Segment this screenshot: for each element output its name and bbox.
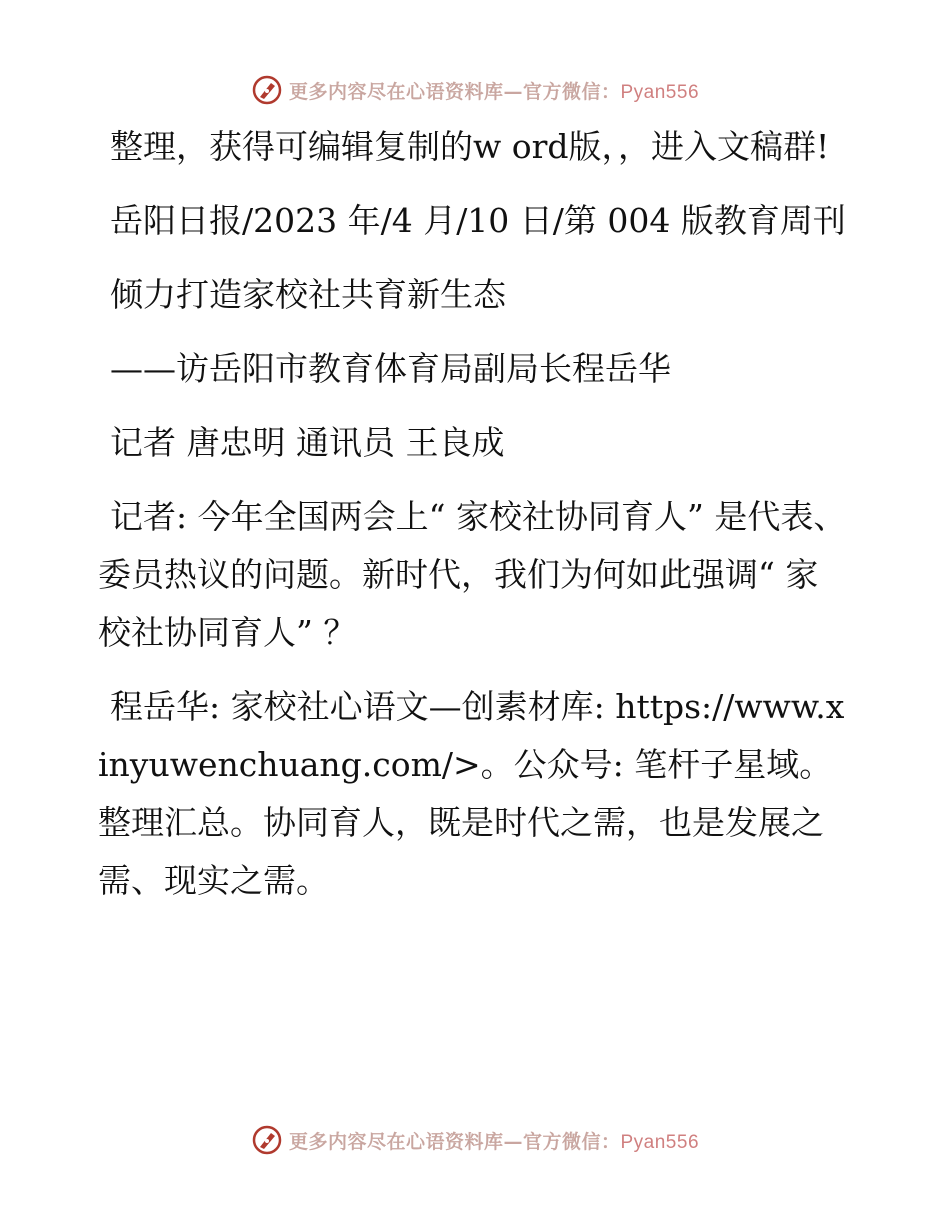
header-banner-text: 更多内容尽在心语资料库—官方微信：Pyan556 [288,80,700,103]
article-subtitle: ——访岳阳市教育体育局副局长程岳华 [110,349,671,388]
answer-paragraph: 程岳华: 家校社心语文—创素材库: https://www.xinyuwenchuang.com/>。公众号: 笔杆子星域。整理汇总。协同育人，既是时代之需，也是发展之需、现实之需。 [98,687,845,900]
footer-banner-text: 更多内容尽在心语资料库—官方微信：Pyan556 [288,1130,700,1153]
header-wechat-id: Pyan556 [620,81,700,103]
header-banner [0,70,950,110]
document-body [98,118,850,926]
pen-circle-icon [251,74,283,106]
article-title: 倾力打造家校社共育新生态 [110,275,506,314]
intro-paragraph: 整理，获得可编辑复制的w ord版，，进入文稿群! [110,127,830,166]
source-line: 岳阳日报/2023 年/4 月/10 日/第 004 版教育周刊 [110,201,846,240]
question-paragraph: 记者: 今年全国两会上“ 家校社协同育人” 是代表、委员热议的问题。新时代，我们为何如此强调“ 家校社协同育人” ？ [98,497,847,652]
pen-circle-icon [251,1124,283,1156]
footer-banner [0,1120,950,1160]
footer-wechat-id: Pyan556 [620,1131,700,1153]
byline: 记者 唐忠明 通讯员 王良成 [110,423,505,462]
